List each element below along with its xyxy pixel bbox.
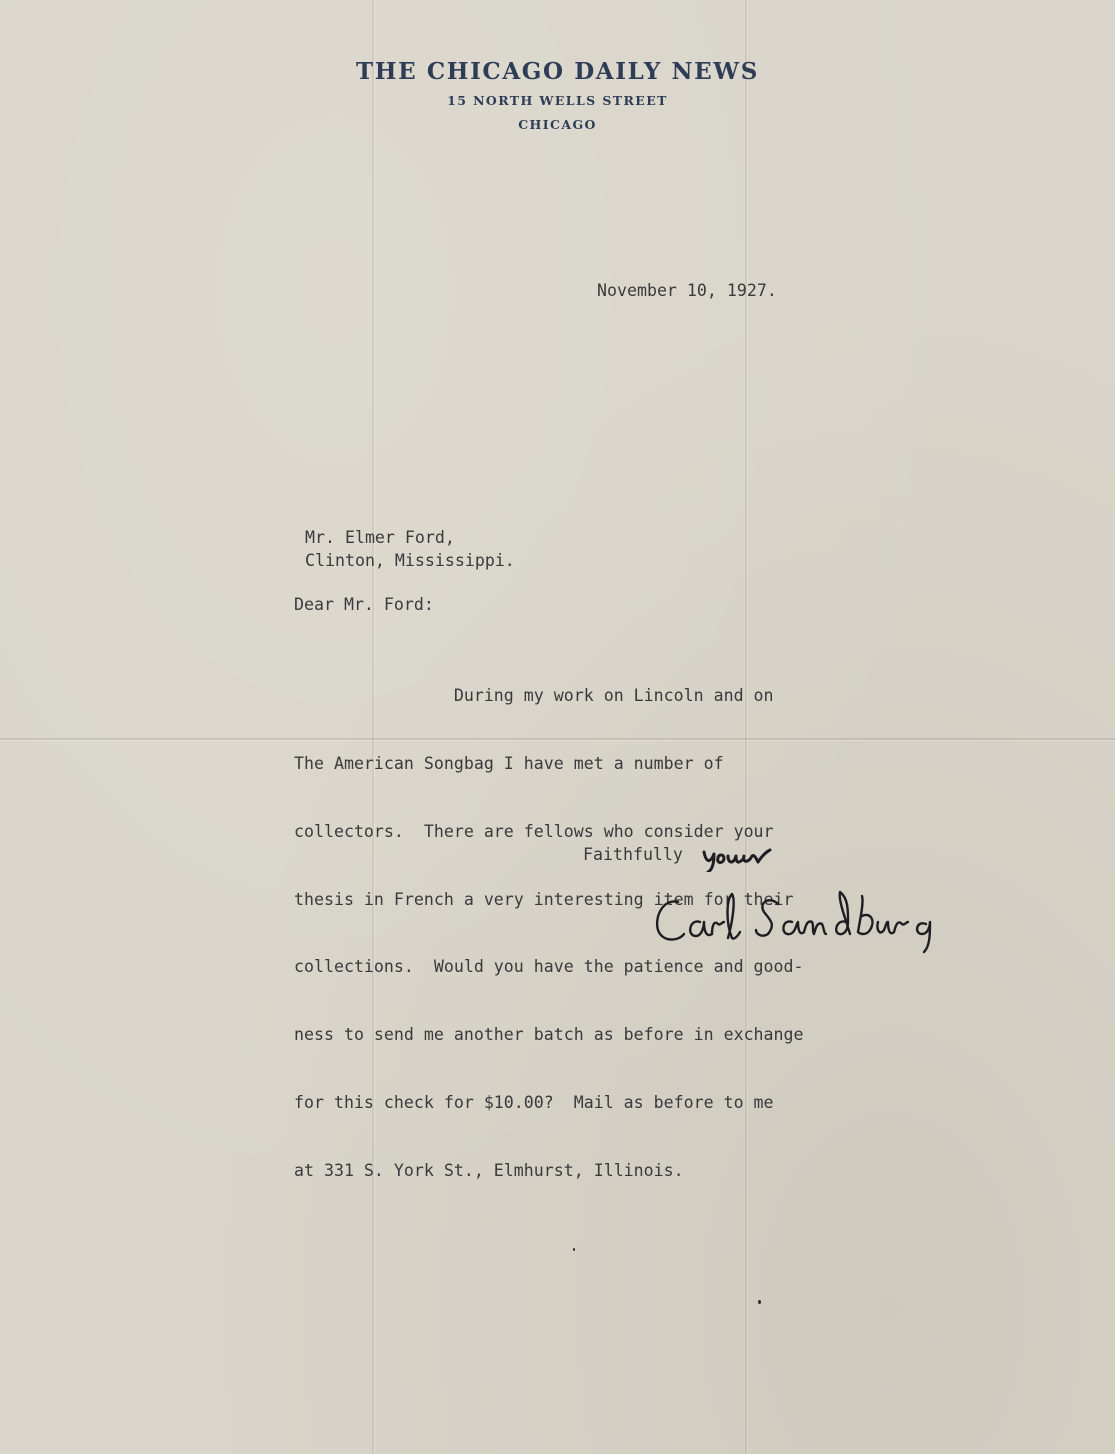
letterhead-city: CHICAGO [518,117,597,132]
paper-speck [573,1248,575,1251]
body-line: The American Songbag I have met a number of [294,753,724,773]
letterhead-street: 15 NORTH WELLS STREET [447,93,668,108]
closing: Faithfully [583,845,683,864]
signature [650,880,960,960]
addressee-name: Mr. Elmer Ford, [305,528,455,547]
body-line: at 331 S. York St., Elmhurst, Illinois. [294,1160,684,1180]
body-line: ness to send me another batch as before in exchange [294,1025,804,1045]
salutation: Dear Mr. Ford: [294,595,434,614]
addressee-location: Clinton, Mississippi. [305,551,515,570]
body-line: During my work on Lincoln and on [294,686,774,706]
body-line: thesis in French a very interesting item for their [294,889,794,909]
paper-speck [758,1300,761,1304]
letterhead-title: THE CHICAGO DAILY NEWS [356,58,759,85]
body-line: collectors. There are fellows who consider your [294,821,774,841]
handwritten-closing [700,842,780,872]
letter-date: November 10, 1927. [597,281,777,300]
body-line: for this check for $10.00? Mail as before to me [294,1092,774,1112]
body-line: collections. Would you have the patience and good- [294,957,804,977]
